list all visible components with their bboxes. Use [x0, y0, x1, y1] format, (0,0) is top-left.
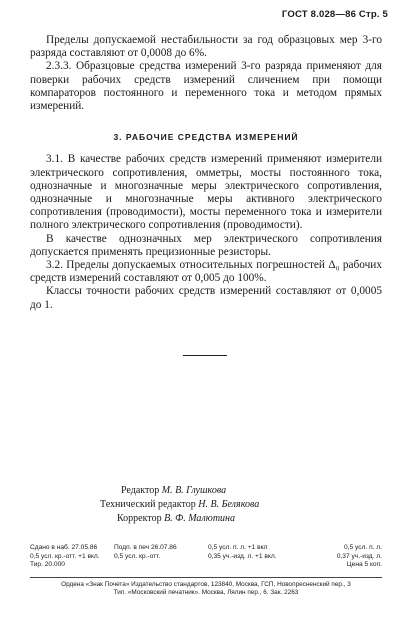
tech-editor-label: Технический редактор: [100, 499, 196, 510]
credits-block: [100, 484, 259, 526]
imprint-cell: Подп. в печ 26.07.86: [114, 544, 177, 551]
tech-editor-name: Н. В. Белякова: [198, 499, 260, 510]
paragraph-nonstability: Пределы допускаемой нестабильности за год образцовых мер 3-го разряда составляют от 0,0008 до 6%.: [30, 34, 382, 60]
printer-line: Тип. «Московский печатник». Москва, Лялин пер., 6. Зак. 2263: [113, 589, 299, 597]
editor-name: М. В. Глушкова: [161, 485, 227, 496]
imprint-cell: 0,35 уч.-изд. л. +1 вкл.: [208, 552, 277, 560]
imprint-cell: 0,5 усл. кр.-отт. +1 вкл.: [30, 552, 100, 560]
imprint-cell: 0,37 уч.-изд. л.: [336, 552, 382, 560]
editor-label: Редактор: [121, 485, 160, 496]
paragraph-3-2: 3.2. Пределы допускаемых относительных погрешностей Δ₀ рабочих средств измерений составляют от 0,005 до 100%.: [30, 259, 382, 285]
publisher-line: Ордена «Знак Почета» Издательство стандартов, 123840, Москва, ГСП, Новопресненский пер., 3: [61, 581, 351, 588]
imprint-row: [30, 561, 382, 570]
section-divider: [183, 355, 227, 356]
paragraph-2-3-3: 2.3.3. Образцовые средства измерений 3-го разряда применяют для поверки рабочих средств измерений сличением при помощи компараторов постоянного и переменного тока и методом прямых измерений.: [30, 60, 382, 113]
paragraph-3-1: 3.1. В качестве рабочих средств измерений применяют измерители электрического сопротивления, омметры, мосты постоянного тока, однозначные и многозначные меры электрического сопротивления, однозначные и многозначные меры активного электрического сопротивления (проводимости), мосты переменного тока и измерители полного электрического сопротивления (проводимости).: [30, 153, 382, 232]
credit-corrector: [100, 512, 259, 526]
imprint-cell: 0,5 усл. кр.-отт.: [114, 552, 161, 560]
imprint-cell: 0,5 усл. п. л.: [344, 544, 382, 551]
credit-tech-editor: [100, 498, 259, 512]
corrector-label: Корректор: [117, 513, 162, 524]
print-imprint: [30, 544, 382, 570]
imprint-rule: [30, 577, 382, 578]
paragraph-accuracy-classes: Классы точности рабочих средств измерений составляют от 0,0005 до 1.: [30, 285, 382, 311]
section-title: 3. РАБОЧИЕ СРЕДСТВА ИЗМЕРЕНИЙ: [113, 132, 299, 143]
imprint-cell: Тир. 20.000: [30, 561, 65, 569]
paragraph-precision-resistors: В качестве однозначных мер электрического сопротивления допускается применять прецизионные резисторы.: [30, 232, 382, 258]
imprint-cell: Цена 5 коп.: [346, 561, 382, 569]
imprint-cell: 0,5 усл. п. л. +1 вкл: [208, 544, 268, 551]
credit-editor: [100, 484, 259, 498]
imprint-cell: Сдано в наб. 27.05.86: [30, 544, 98, 551]
imprint-row: [30, 544, 382, 553]
corrector-name: В. Ф. Малютина: [164, 513, 236, 524]
publisher-info: [30, 581, 382, 598]
page-header: ГОСТ 8.028—86 Стр. 5: [281, 9, 388, 20]
imprint-row: [30, 553, 382, 562]
body-text: [30, 34, 382, 312]
